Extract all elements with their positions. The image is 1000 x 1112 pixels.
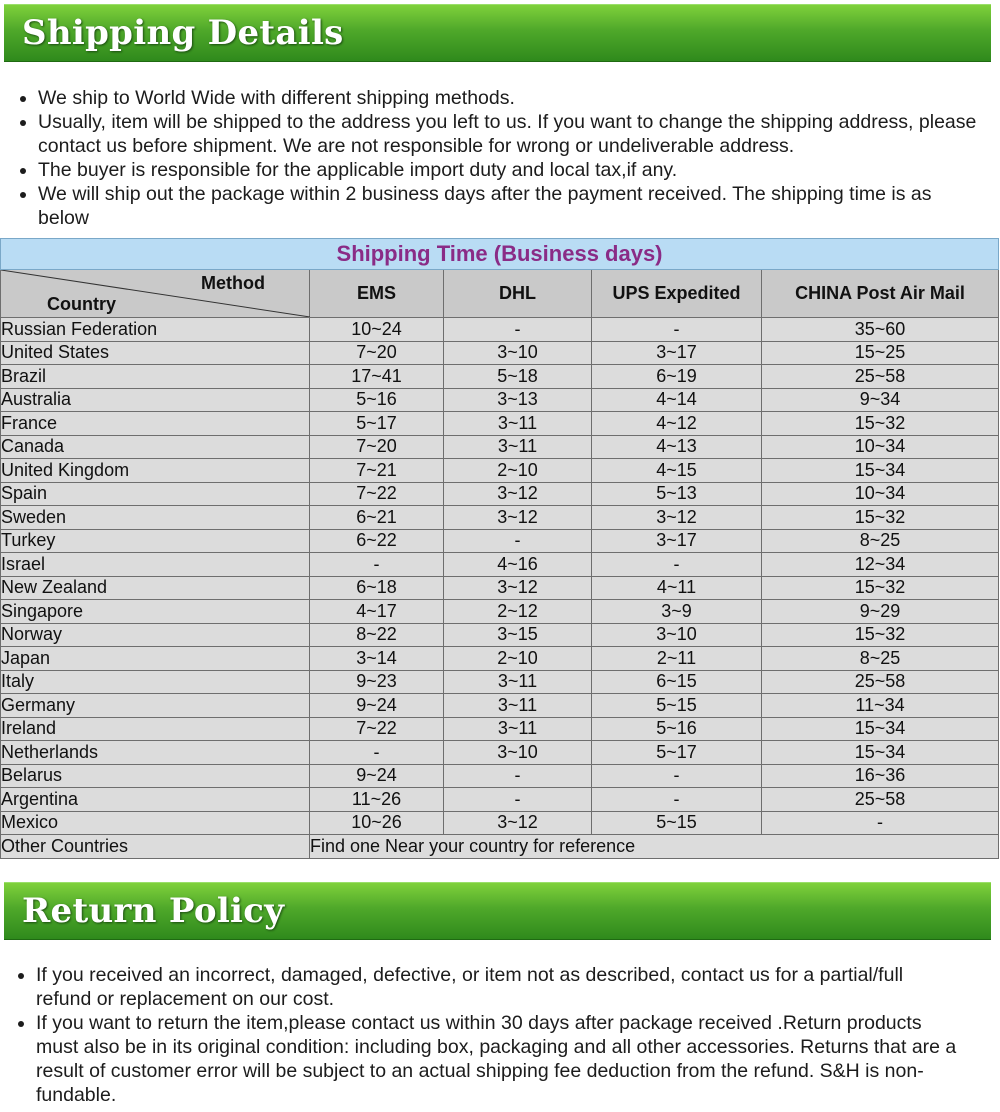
ups-time-cell: -: [592, 553, 762, 577]
ups-time-cell: -: [592, 318, 762, 342]
corner-method-label: Method: [201, 273, 265, 293]
dhl-time-cell: 3~12: [444, 482, 592, 506]
ups-time-cell: -: [592, 764, 762, 788]
country-cell: Mexico: [1, 811, 310, 835]
shipping-note: We ship to World Wide with different shipping methods.: [4, 86, 984, 110]
table-row: [1, 647, 999, 671]
ems-time-cell: 6~18: [310, 576, 444, 600]
method-header-dhl: DHL: [444, 270, 592, 318]
ups-time-cell: 4~11: [592, 576, 762, 600]
dhl-time-cell: 2~12: [444, 600, 592, 624]
table-row: [1, 435, 999, 459]
shipping-time-table-container: [0, 238, 998, 859]
table-corner-header: [1, 270, 310, 318]
ups-time-cell: 3~17: [592, 341, 762, 365]
ups-time-cell: 3~12: [592, 506, 762, 530]
china-post-time-cell: 9~34: [762, 388, 999, 412]
china-post-time-cell: 16~36: [762, 764, 999, 788]
china-post-time-cell: 15~32: [762, 506, 999, 530]
dhl-time-cell: -: [444, 788, 592, 812]
country-cell: United States: [1, 341, 310, 365]
table-body: [1, 318, 999, 859]
china-post-time-cell: 11~34: [762, 694, 999, 718]
method-header-ups: UPS Expedited: [592, 270, 762, 318]
china-post-time-cell: 25~58: [762, 788, 999, 812]
ups-time-cell: 6~19: [592, 365, 762, 389]
dhl-time-cell: 3~10: [444, 341, 592, 365]
country-cell: Russian Federation: [1, 318, 310, 342]
ups-time-cell: 5~17: [592, 741, 762, 765]
shipping-time-table: [0, 238, 999, 859]
table-row: [1, 506, 999, 530]
ems-time-cell: 17~41: [310, 365, 444, 389]
table-row: [1, 741, 999, 765]
ems-time-cell: 11~26: [310, 788, 444, 812]
dhl-time-cell: 3~13: [444, 388, 592, 412]
ups-time-cell: 3~10: [592, 623, 762, 647]
table-row: [1, 600, 999, 624]
table-row: [1, 341, 999, 365]
china-post-time-cell: 15~25: [762, 341, 999, 365]
country-cell: Belarus: [1, 764, 310, 788]
table-row: [1, 318, 999, 342]
table-row: [1, 717, 999, 741]
ups-time-cell: -: [592, 788, 762, 812]
table-row: [1, 388, 999, 412]
ems-time-cell: 9~24: [310, 764, 444, 788]
china-post-time-cell: 8~25: [762, 647, 999, 671]
table-row: [1, 670, 999, 694]
table-row: [1, 694, 999, 718]
country-cell: Japan: [1, 647, 310, 671]
table-row: [1, 412, 999, 436]
china-post-time-cell: 15~34: [762, 717, 999, 741]
china-post-time-cell: 12~34: [762, 553, 999, 577]
ups-time-cell: 4~12: [592, 412, 762, 436]
table-row: [1, 482, 999, 506]
dhl-time-cell: 3~12: [444, 811, 592, 835]
corner-country-label: Country: [47, 294, 116, 314]
shipping-note: We will ship out the package within 2 business days after the payment received. The shipping time is as below: [4, 182, 984, 230]
return-note: If you received an incorrect, damaged, defective, or item not as described, contact us for a partial/full refund or replacement on our cost.: [2, 963, 962, 1011]
china-post-time-cell: 10~34: [762, 482, 999, 506]
ems-time-cell: -: [310, 741, 444, 765]
ems-time-cell: 5~16: [310, 388, 444, 412]
dhl-time-cell: 4~16: [444, 553, 592, 577]
china-post-time-cell: 10~34: [762, 435, 999, 459]
return-note: If you want to return the item,please contact us within 30 days after package received .Return products must also be in its original condition: including box, packaging and all other accessories. Returns that are a result of customer error will be subject to an actual shipping fee deduction from the refund. S&H is non-fundable.: [2, 1011, 962, 1107]
return-policy-banner: [4, 882, 991, 940]
dhl-time-cell: 3~11: [444, 694, 592, 718]
ups-time-cell: 6~15: [592, 670, 762, 694]
china-post-time-cell: 8~25: [762, 529, 999, 553]
china-post-time-cell: 15~32: [762, 412, 999, 436]
china-post-time-cell: 15~32: [762, 576, 999, 600]
china-post-time-cell: 15~34: [762, 741, 999, 765]
shipping-details-title: Shipping Details: [22, 13, 344, 53]
table-row: [1, 811, 999, 835]
country-cell: Italy: [1, 670, 310, 694]
shipping-note: The buyer is responsible for the applicable import duty and local tax,if any.: [4, 158, 984, 182]
ups-time-cell: 5~16: [592, 717, 762, 741]
country-cell: Australia: [1, 388, 310, 412]
ems-time-cell: 4~17: [310, 600, 444, 624]
country-cell: United Kingdom: [1, 459, 310, 483]
country-cell: Spain: [1, 482, 310, 506]
table-row: [1, 788, 999, 812]
ems-time-cell: 7~22: [310, 482, 444, 506]
ems-time-cell: 9~24: [310, 694, 444, 718]
ups-time-cell: 3~9: [592, 600, 762, 624]
ems-time-cell: -: [310, 553, 444, 577]
ups-time-cell: 2~11: [592, 647, 762, 671]
ems-time-cell: 6~22: [310, 529, 444, 553]
country-cell: Other Countries: [1, 835, 310, 859]
table-row: [1, 764, 999, 788]
ups-time-cell: 5~15: [592, 694, 762, 718]
ems-time-cell: 9~23: [310, 670, 444, 694]
ems-time-cell: 6~21: [310, 506, 444, 530]
country-cell: Brazil: [1, 365, 310, 389]
table-row: [1, 553, 999, 577]
china-post-time-cell: 25~58: [762, 670, 999, 694]
country-cell: Ireland: [1, 717, 310, 741]
dhl-time-cell: 3~11: [444, 435, 592, 459]
country-cell: New Zealand: [1, 576, 310, 600]
dhl-time-cell: 5~18: [444, 365, 592, 389]
china-post-time-cell: 15~34: [762, 459, 999, 483]
country-cell: Sweden: [1, 506, 310, 530]
dhl-time-cell: 3~15: [444, 623, 592, 647]
country-cell: Norway: [1, 623, 310, 647]
ems-time-cell: 7~20: [310, 341, 444, 365]
ups-time-cell: 5~15: [592, 811, 762, 835]
shipping-notes-list: [4, 86, 984, 230]
return-policy-title: Return Policy: [22, 891, 285, 931]
country-cell: Singapore: [1, 600, 310, 624]
country-cell: Turkey: [1, 529, 310, 553]
country-cell: Netherlands: [1, 741, 310, 765]
table-row: [1, 459, 999, 483]
country-cell: Canada: [1, 435, 310, 459]
dhl-time-cell: -: [444, 529, 592, 553]
table-row: [1, 576, 999, 600]
china-post-time-cell: -: [762, 811, 999, 835]
table-row: [1, 529, 999, 553]
method-header-china-post: CHINA Post Air Mail: [762, 270, 999, 318]
country-cell: Germany: [1, 694, 310, 718]
dhl-time-cell: 3~11: [444, 412, 592, 436]
country-cell: Argentina: [1, 788, 310, 812]
ems-time-cell: 7~22: [310, 717, 444, 741]
country-cell: France: [1, 412, 310, 436]
dhl-time-cell: 3~12: [444, 506, 592, 530]
ems-time-cell: 10~26: [310, 811, 444, 835]
ups-time-cell: 5~13: [592, 482, 762, 506]
table-row: [1, 365, 999, 389]
country-cell: Israel: [1, 553, 310, 577]
method-header-ems: EMS: [310, 270, 444, 318]
ems-time-cell: 7~21: [310, 459, 444, 483]
china-post-time-cell: 35~60: [762, 318, 999, 342]
dhl-time-cell: 3~12: [444, 576, 592, 600]
shipping-details-banner: [4, 4, 991, 62]
other-countries-note: Find one Near your country for reference: [310, 835, 999, 859]
china-post-time-cell: 25~58: [762, 365, 999, 389]
dhl-time-cell: 2~10: [444, 647, 592, 671]
ems-time-cell: 8~22: [310, 623, 444, 647]
china-post-time-cell: 9~29: [762, 600, 999, 624]
dhl-time-cell: 3~11: [444, 717, 592, 741]
ems-time-cell: 3~14: [310, 647, 444, 671]
dhl-time-cell: 2~10: [444, 459, 592, 483]
dhl-time-cell: 3~10: [444, 741, 592, 765]
table-row: [1, 623, 999, 647]
ups-time-cell: 4~14: [592, 388, 762, 412]
ems-time-cell: 10~24: [310, 318, 444, 342]
china-post-time-cell: 15~32: [762, 623, 999, 647]
ems-time-cell: 5~17: [310, 412, 444, 436]
dhl-time-cell: 3~11: [444, 670, 592, 694]
return-notes-list: [2, 963, 962, 1107]
ups-time-cell: 3~17: [592, 529, 762, 553]
table-row-other: [1, 835, 999, 859]
dhl-time-cell: -: [444, 764, 592, 788]
ups-time-cell: 4~13: [592, 435, 762, 459]
dhl-time-cell: -: [444, 318, 592, 342]
ups-time-cell: 4~15: [592, 459, 762, 483]
shipping-note: Usually, item will be shipped to the address you left to us. If you want to change the shipping address, please contact us before shipment. We are not responsible for wrong or undeliverable address.: [4, 110, 984, 158]
table-caption: Shipping Time (Business days): [1, 239, 999, 270]
ems-time-cell: 7~20: [310, 435, 444, 459]
